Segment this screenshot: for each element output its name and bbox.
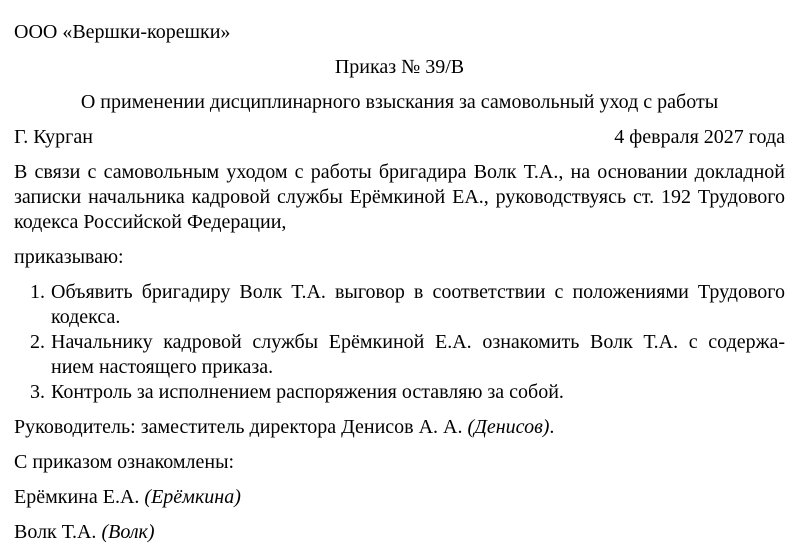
item-line: Объявить бригадиру Волк Т.А. выговор в соответствии с положениями Трудового: [51, 281, 785, 303]
preamble-line: записки начальника кадровой службы Ерёмкиной ЕА., руководствуясь ст. 192 Трудового: [14, 186, 785, 208]
item-line: Контроль за исполнением распоряжения оставляю за собой.: [51, 381, 564, 403]
item-number: 3.: [30, 381, 45, 403]
signer-title-name: Руководитель: заместитель директора Денисов А. А.: [14, 416, 463, 438]
signature-handwritten: (Денисов): [467, 416, 550, 438]
date-label: 4 февраля 2027 года: [614, 126, 785, 148]
ack-signature-handwritten: (Ерёмкина): [144, 486, 241, 508]
item-text: [51, 330, 785, 380]
acknowledgement-line-1: [14, 485, 785, 510]
item-number: 2.: [30, 331, 45, 353]
order-subject: О применении дисциплинарного взыскания за самовольный уход с работы: [80, 91, 719, 113]
company-name: ООО «Вершки-корешки»: [14, 21, 231, 43]
acknowledgement-line-2: [14, 520, 785, 545]
order-items-list: [14, 280, 785, 405]
order-item-3: [14, 380, 785, 405]
ack-name: Ерёмкина Е.А.: [14, 486, 140, 508]
signature-period: .: [549, 416, 555, 438]
order-item-2: [14, 330, 785, 380]
order-title: Приказ № 39/В: [334, 56, 465, 78]
acknowledged-heading: С приказом ознакомлены:: [14, 451, 235, 473]
ack-signature-handwritten: (Волк): [101, 521, 155, 543]
ack-name: Волк Т.А.: [14, 521, 97, 543]
order-item-1: [14, 280, 785, 330]
preamble-line: кодекса Российской Федерации,: [14, 211, 287, 233]
item-text: [51, 380, 785, 405]
item-line: кодекса.: [51, 306, 121, 328]
item-line: нием настоящего приказа.: [51, 356, 274, 378]
signature-line: [14, 415, 785, 440]
item-number: 1.: [30, 281, 45, 303]
item-text: [51, 280, 785, 330]
place-date-row: [14, 125, 785, 150]
preamble-line: В связи с самовольным уходом с работы бригадира Волк Т.А., на основании докладной: [14, 161, 785, 183]
order-verb: приказываю:: [14, 246, 124, 268]
item-line: Начальнику кадровой службы Ерёмкиной Е.А. ознакомить Волк Т.А. с содержа-: [51, 331, 785, 353]
preamble-paragraph: [14, 160, 785, 235]
place-label: Г. Курган: [14, 126, 93, 148]
